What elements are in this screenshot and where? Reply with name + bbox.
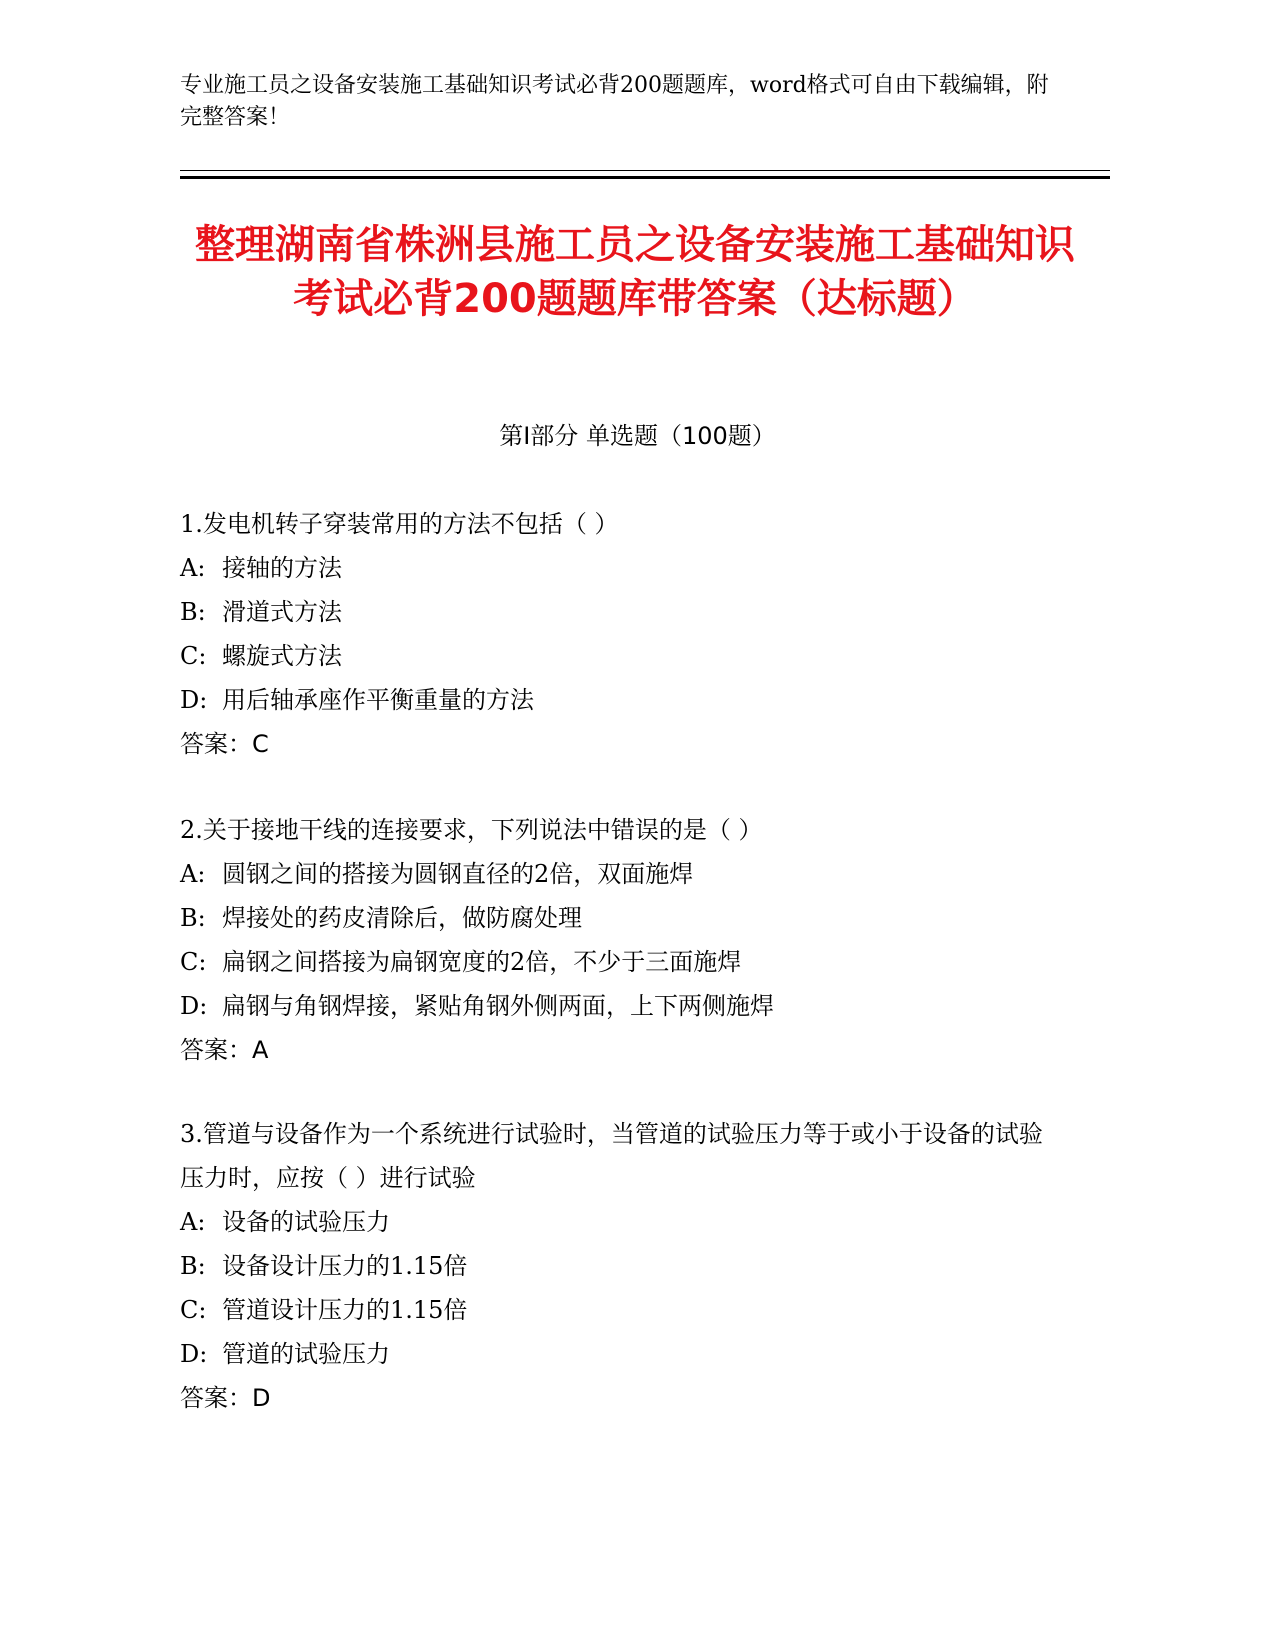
answer-line: 答案：A	[180, 1036, 269, 1064]
option-key: D:	[180, 686, 208, 714]
option-d	[180, 984, 1060, 1028]
option-text: 设备设计压力的1.15倍	[222, 1252, 468, 1280]
question-3	[180, 1112, 1060, 1420]
option-d	[180, 678, 1060, 722]
option-d	[180, 1332, 1060, 1376]
header-note: 专业施工员之设备安装施工基础知识考试必背200题题库，word格式可自由下载编辑，附完整答案！	[180, 73, 1049, 130]
option-c	[180, 1288, 1060, 1332]
option-text: 接轴的方法	[222, 554, 342, 582]
option-a	[180, 546, 1060, 590]
option-text: 圆钢之间的搭接为圆钢直径的2倍，双面施焊	[222, 860, 694, 888]
document-title: 整理湖南省株洲县施工员之设备安装施工基础知识考试必背200题题库带答案（达标题）	[195, 222, 1075, 322]
option-a	[180, 1200, 1060, 1244]
option-key: C:	[180, 642, 207, 670]
option-text: 管道设计压力的1.15倍	[222, 1296, 468, 1324]
option-key: A:	[180, 1208, 206, 1236]
header-divider-thick	[180, 176, 1110, 179]
option-b	[180, 590, 1060, 634]
option-b	[180, 1244, 1060, 1288]
option-key: B:	[180, 598, 206, 626]
option-key: A:	[180, 860, 206, 888]
option-key: A:	[180, 554, 206, 582]
option-key: B:	[180, 1252, 206, 1280]
option-b	[180, 896, 1060, 940]
option-key: D:	[180, 1340, 208, 1368]
question-2	[180, 808, 1060, 1072]
option-text: 扁钢与角钢焊接，紧贴角钢外侧两面，上下两侧施焊	[222, 992, 774, 1020]
option-text: 螺旋式方法	[222, 642, 342, 670]
option-text: 焊接处的药皮清除后，做防腐处理	[222, 904, 582, 932]
option-key: C:	[180, 948, 207, 976]
option-key: D:	[180, 992, 208, 1020]
option-text: 管道的试验压力	[222, 1340, 390, 1368]
option-text: 滑道式方法	[222, 598, 342, 626]
answer-line: 答案：D	[180, 1384, 271, 1412]
answer-line: 答案：C	[180, 730, 269, 758]
question-text: 1.发电机转子穿装常用的方法不包括（ ）	[180, 510, 619, 538]
question-1	[180, 502, 1060, 766]
option-key: C:	[180, 1296, 207, 1324]
option-c	[180, 634, 1060, 678]
section-title: 第Ⅰ部分 单选题（100题）	[499, 422, 776, 450]
option-text: 设备的试验压力	[222, 1208, 390, 1236]
header-divider-thin	[180, 170, 1110, 171]
question-text: 2.关于接地干线的连接要求，下列说法中错误的是（ ）	[180, 816, 763, 844]
option-c	[180, 940, 1060, 984]
option-text: 用后轴承座作平衡重量的方法	[222, 686, 534, 714]
option-text: 扁钢之间搭接为扁钢宽度的2倍，不少于三面施焊	[222, 948, 742, 976]
question-text: 3.管道与设备作为一个系统进行试验时，当管道的试验压力等于或小于设备的试验压力时，应按（ ）进行试验	[180, 1120, 1043, 1192]
option-key: B:	[180, 904, 206, 932]
option-a	[180, 852, 1060, 896]
